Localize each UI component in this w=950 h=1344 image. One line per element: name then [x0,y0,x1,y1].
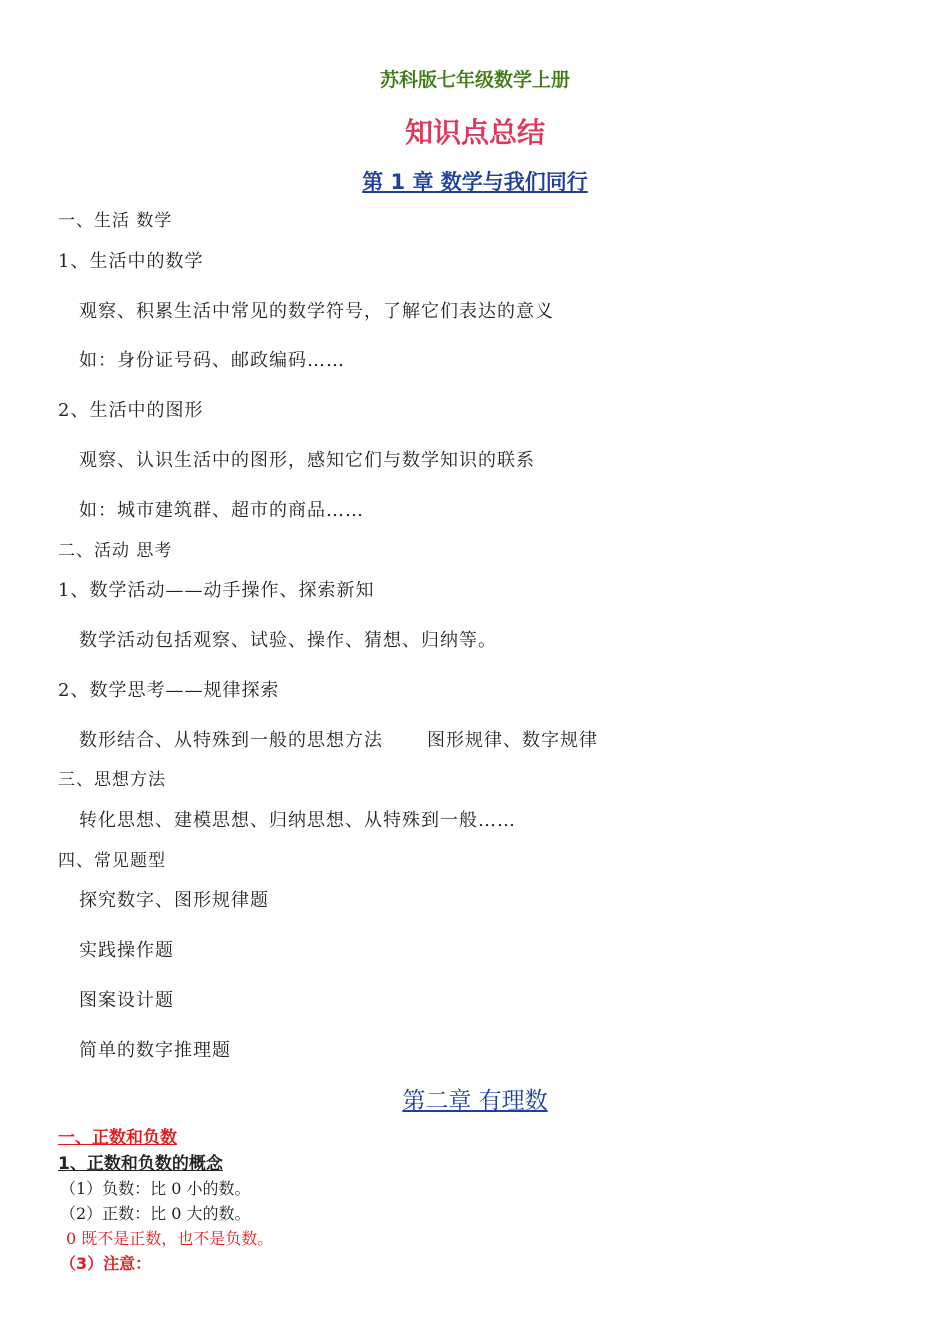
chapter-2-title: 第二章 有理数 [402,1088,548,1114]
paragraph: （1）负数：比 0 小的数。 [60,1179,251,1198]
chapter-1-title: 第 1 章 数学与我们同行 [362,170,588,194]
item-label: 2、生活中的图形 [58,400,204,421]
example-text: 如：身份证号码、邮政编码…… [79,350,345,371]
paragraph: （2）正数：比 0 大的数。 [60,1204,251,1223]
item-label: 2、数学思考——规律探索 [58,680,280,701]
paragraph: 转化思想、建模思想、归纳思想、从特殊到一般…… [79,810,516,831]
paragraph: （3）注意： [60,1254,152,1273]
section-heading: 四、常见题型 [58,851,166,871]
example-text: 如：城市建筑群、超市的商品…… [79,500,364,521]
paragraph [79,731,598,752]
paragraph-part: 图形规律、数字规律 [427,730,598,751]
paragraph: 观察、认识生活中的图形，感知它们与数学知识的联系 [79,450,535,471]
paragraph: 数学活动包括观察、试验、操作、猜想、归纳等。 [79,630,497,651]
doc-subtitle: 苏科版七年级数学上册 [379,69,570,91]
paragraph: 观察、积累生活中常见的数学符号，了解它们表达的意义 [79,301,554,322]
list-item: 实践操作题 [79,940,174,961]
list-item: 探究数字、图形规律题 [79,890,269,911]
section-heading: 三、思想方法 [58,770,166,790]
list-item: 简单的数字推理题 [79,1040,231,1061]
doc-title: 知识点总结 [404,116,545,149]
section-heading: 二、活动 思考 [58,541,173,561]
item-label: 1、生活中的数学 [58,251,204,272]
section-heading: 一、正数和负数 [58,1128,177,1148]
item-label: 1、数学活动——动手操作、探索新知 [58,580,375,601]
section-heading: 一、生活 数学 [58,211,173,231]
list-item: 图案设计题 [79,990,174,1011]
subsection-heading: 1、正数和负数的概念 [58,1154,223,1174]
paragraph-part: 数形结合、从特殊到一般的思想方法 [79,730,383,751]
note-text: 0 既不是正数，也不是负数。 [66,1229,274,1248]
